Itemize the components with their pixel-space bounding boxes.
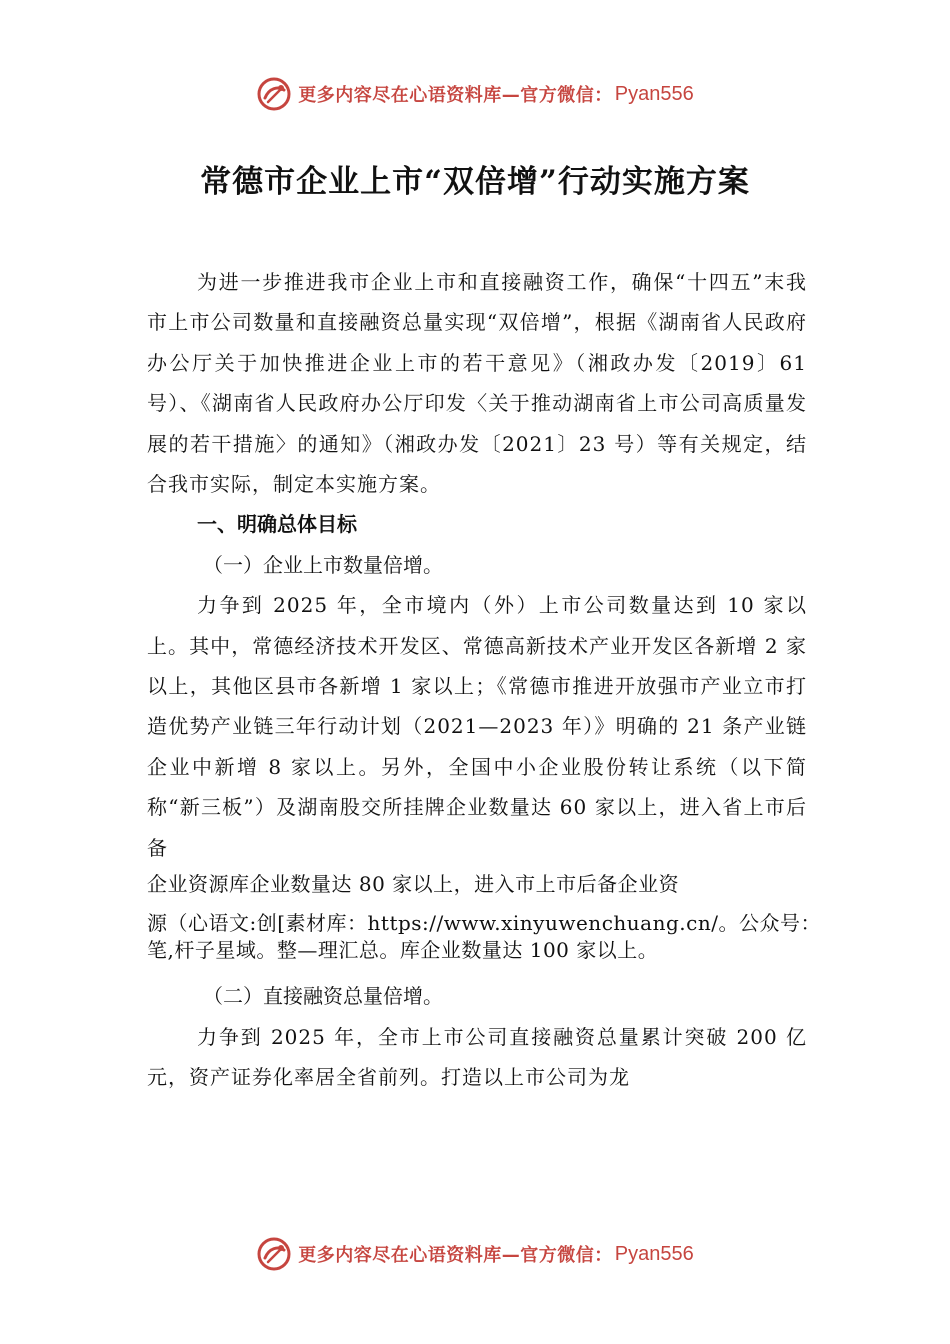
subsection-heading-2: （二）直接融资总量倍增。	[203, 984, 443, 1009]
subsection-1-continuation-a: 企业资源库企业数量达 80 家以上，进入市上市后备企业资	[147, 872, 680, 897]
brand-logo-icon	[256, 1236, 292, 1272]
banner-wechat-id: Pyan556	[614, 1242, 694, 1265]
header-banner	[0, 74, 950, 114]
banner-wechat-id: Pyan556	[614, 82, 694, 105]
subsection-2-paragraph: 力争到 2025 年，全市上市公司直接融资总量累计突破 200 亿元，资产证券化率居全省前列。打造以上市公司为龙	[147, 1024, 807, 1089]
banner-text: 更多内容尽在心语资料库—官方微信：	[298, 1245, 613, 1266]
banner-text: 更多内容尽在心语资料库—官方微信：	[298, 85, 613, 106]
subsection-1-paragraph: 力争到 2025 年，全市境内（外）上市公司数量达到 10 家以上。其中，常德经济技术开发区、常德高新技术产业开发区各新增 2 家以上，其他区县市各新增 1 家以上；《常德市推进开放强市产业立市打造优势产业链三年行动计划（2021—2023 年）》明确的 21 条产业链企业中新增 8 家以上。另外，全国中小企业股份转让系统（以下简称“新三板”）及湖南股交所挂牌企业数量达 60 家以上，进入省上市后备	[147, 593, 807, 860]
document-title: 常德市企业上市“双倍增”行动实施方案	[200, 164, 750, 200]
footer-banner	[0, 1234, 950, 1274]
subsection-heading-1: （一）企业上市数量倍增。	[203, 552, 443, 577]
subsection-1-continuation-b: 源（心语文:创[素材库：https://www.xinyuwenchuang.cn/。公众号：笔,杆子星域。整—理汇总。库企业数量达 100 家以上。	[147, 911, 821, 963]
document-body	[147, 262, 821, 1097]
brand-logo-icon	[256, 76, 292, 112]
intro-paragraph: 为进一步推进我市企业上市和直接融资工作，确保“十四五”末我市上市公司数量和直接融资总量实现“双倍增”，根据《湖南省人民政府办公厅关于加快推进企业上市的若干意见》（湘政办发〔2019〕61 号）、《湖南省人民政府办公厅印发〈关于推动湖南省上市公司高质量发展的若干措施〉的通知》（湘政办发〔2021〕23 号）等有关规定，结合我市实际，制定本实施方案。	[147, 270, 807, 497]
section-heading-1: 一、明确总体目标	[197, 512, 357, 537]
